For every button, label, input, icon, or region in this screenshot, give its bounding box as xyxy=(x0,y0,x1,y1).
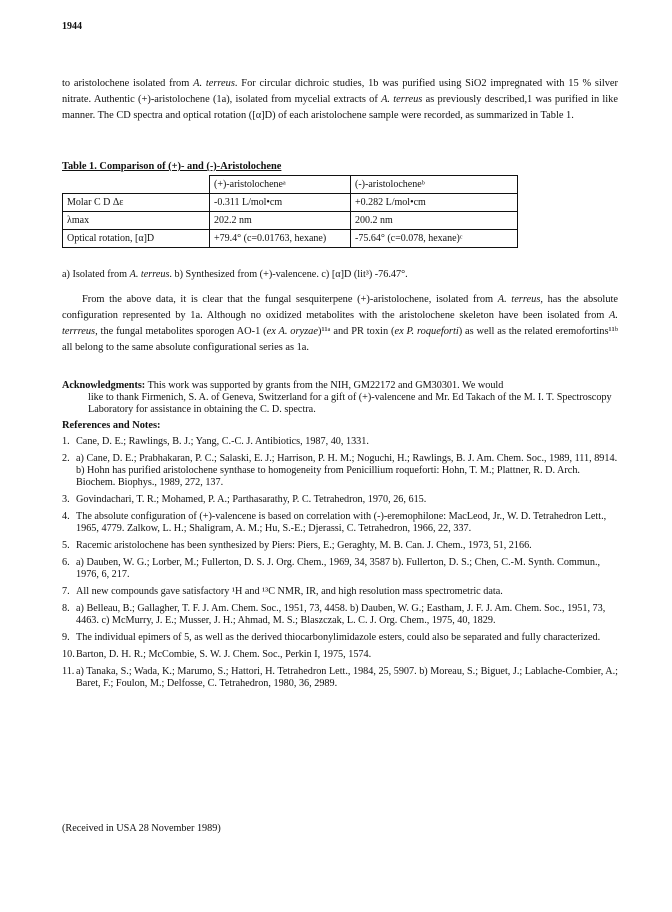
table-header-minus: (-)-aristolocheneᵇ xyxy=(351,176,518,194)
reference-text: a) Belleau, B.; Gallagher, T. F. J. Am. Chem. Soc., 1951, 73, 4458. b) Dauben, W. G.; Eastham, J. F. J. Am. Chem. Soc., 1951, 73, 4463. c) McMurry, J. E.; Musser, J. H.; Ahmad, M. S.; Blaszczak, L. C. J. Org. Chem., 1975, 40, 1829. xyxy=(76,603,606,626)
table-corner-cell xyxy=(63,176,210,194)
reference-item xyxy=(62,436,618,448)
table-title: Table 1. Comparison of (+)- and (-)-Aristolochene xyxy=(62,161,282,172)
text-run: ) as well as the related eremofortins¹¹ᵇ all belong to the same absolute configurational series as 1a. xyxy=(62,326,618,353)
reference-item xyxy=(62,603,618,627)
species-name: A. terreus xyxy=(129,269,170,280)
species-name: A. terrreus xyxy=(62,310,618,337)
reference-text: Barton, D. H. R.; McCombie, S. W. J. Chem. Soc., Perkin I, 1975, 1574. xyxy=(76,649,372,660)
reference-item xyxy=(62,557,618,581)
species-name: ex A. oryzae xyxy=(266,326,318,337)
table-row xyxy=(63,194,518,212)
received-date: (Received in USA 28 November 1989) xyxy=(62,823,221,834)
reference-item xyxy=(62,511,618,535)
reference-text: All new compounds gave satisfactory ¹H and ¹³C NMR, IR, and high resolution mass spectrometric data. xyxy=(76,586,503,597)
reference-number: 8. xyxy=(62,603,70,614)
reference-text: a) Tanaka, S.; Wada, K.; Marumo, S.; Hattori, H. Tetrahedron Lett., 1984, 25, 5907. b) Moreau, S.; Biguet, J.; Lablache-Combier, A.; Baret, F.; Foulon, M.; Delfosse, C. Tetrahedron, 1980, 36, 2989. xyxy=(76,666,618,689)
ack-first-line xyxy=(62,380,618,392)
cell-minus: -75.64° (c=0.078, hexane)ᶜ xyxy=(351,230,518,248)
reference-item xyxy=(62,632,618,644)
reference-item xyxy=(62,453,618,489)
reference-number: 10. xyxy=(62,649,75,660)
ack-continuation: like to thank Firmenich, S. A. of Geneva, Switzerland for a gift of (+)-valencene and Mr. Ed Takach of the M. I. T. Spectroscopy Laboratory for assistance in obtaining the C. D. spectra. xyxy=(88,392,612,415)
text-run: to aristolochene isolated from xyxy=(62,78,194,89)
cell-plus: 202.2 nm xyxy=(210,212,351,230)
text-run: )¹¹ᵃ and PR toxin ( xyxy=(317,326,395,337)
reference-number: 9. xyxy=(62,632,70,643)
reference-number: 4. xyxy=(62,511,70,522)
text-run: . b) Synthesized from (+)-valencene. c) [α]D (lit³) -76.47°. xyxy=(169,269,408,280)
acknowledgments xyxy=(62,380,618,416)
reference-text: The absolute configuration of (+)-valencene is based on correlation with (-)-eremophilone: MacLeod, Jr., W. D. Tetrahedron Lett., 1965, 4779. Zalkow, L. H.; Shaligram, A. M.; Hu, S.-E.; Djerassi, C. Tetrahedron, 1966, 22, 337. xyxy=(76,511,607,534)
references-list xyxy=(62,436,618,695)
cell-plus: +79.4° (c=0.01763, hexane) xyxy=(210,230,351,248)
body-paragraph-1 xyxy=(62,76,618,124)
table-header-row xyxy=(63,176,518,194)
cell-minus: +0.282 L/mol•cm xyxy=(351,194,518,212)
reference-text: a) Cane, D. E.; Prabhakaran, P. C.; Salaski, E. J.; Harrison, P. H. M.; Noguchi, H.; Rawlings, B. J. Am. Chem. Soc., 1989, 111, 8914. b) Hohn has purified aristolochene synthase to homogeneity from Penicillium roqueforti: Hohn, T. M.; Plattner, R. D. Arch. Biochem. Biophys., 1989, 272, 137. xyxy=(76,453,618,488)
ack-label: Acknowledgments: xyxy=(62,380,146,391)
cell-plus: -0.311 L/mol•cm xyxy=(210,194,351,212)
reference-item xyxy=(62,649,618,661)
reference-text: Cane, D. E.; Rawlings, B. J.; Yang, C.-C. J. Antibiotics, 1987, 40, 1331. xyxy=(76,436,369,447)
reference-number: 2. xyxy=(62,453,70,464)
page-number: 1944 xyxy=(62,21,82,32)
body-paragraph-2 xyxy=(62,292,618,356)
species-name: ex P. roqueforti xyxy=(394,326,459,337)
reference-item xyxy=(62,494,618,506)
text-run: , the fungal metabolites sporogen AO-1 ( xyxy=(95,326,267,337)
row-label: Optical rotation, [α]D xyxy=(63,230,210,248)
reference-item xyxy=(62,586,618,598)
table-row xyxy=(63,230,518,248)
reference-number: 1. xyxy=(62,436,70,447)
comparison-table xyxy=(62,175,518,248)
table-row xyxy=(63,212,518,230)
reference-number: 3. xyxy=(62,494,70,505)
reference-text: Racemic aristolochene has been synthesized by Piers: Piers, E.; Geraghty, M. B. Can. J. Chem., 1973, 51, 2166. xyxy=(76,540,532,551)
reference-number: 5. xyxy=(62,540,70,551)
reference-number: 6. xyxy=(62,557,70,568)
row-label: Molar C D Δε xyxy=(63,194,210,212)
text-run: From the above data, it is clear that the fungal sesquiterpene (+)-aristolochene, isolated from xyxy=(82,294,498,305)
species-name: A. terreus xyxy=(381,94,423,105)
species-name: A. terreus xyxy=(193,78,235,89)
text-run: , has the absolute configuration represented by 1a. Although no oxidized metabolites with the aristolochene skeleton have been isolated from xyxy=(62,294,619,321)
cell-minus: 200.2 nm xyxy=(351,212,518,230)
table-footnote xyxy=(62,269,408,280)
reference-text: a) Dauben, W. G.; Lorber, M.; Fullerton, D. S. J. Org. Chem., 1969, 34, 3587 b). Fullerton, D. S.; Chen, C.-M. Synth. Commun., 1976, 6, 217. xyxy=(76,557,601,580)
table-header-plus: (+)-aristolocheneᵃ xyxy=(210,176,351,194)
text-run: . For circular dichroic studies, 1b was purified using SiO2 impregnated with 15 % silver nitrate. Authentic (+)-aristolochene (1a), isolated from mycelial extracts of xyxy=(62,78,618,105)
reference-number: 7. xyxy=(62,586,70,597)
species-name: A. terreus xyxy=(497,294,541,305)
reference-item xyxy=(62,540,618,552)
references-heading: References and Notes: xyxy=(62,420,161,431)
reference-text: Govindachari, T. R.; Mohamed, P. A.; Parthasarathy, P. C. Tetrahedron, 1970, 26, 615. xyxy=(76,494,427,505)
reference-number: 11. xyxy=(62,666,75,677)
text-run: as previously described,1 was purified in like manner. The CD spectra and optical rotation ([α]D) of each aristolochene sample were recorded, as summarized in Table 1. xyxy=(62,94,618,121)
row-label: λmax xyxy=(63,212,210,230)
reference-text: The individual epimers of 5, as well as the derived thiocarbonylimidazole esters, could also be separated and fully characterized. xyxy=(76,632,601,643)
text-run: a) Isolated from xyxy=(62,269,130,280)
reference-item xyxy=(62,666,618,690)
text-run: This work was supported by grants from the NIH, GM22172 and GM30301. We would xyxy=(145,380,504,391)
